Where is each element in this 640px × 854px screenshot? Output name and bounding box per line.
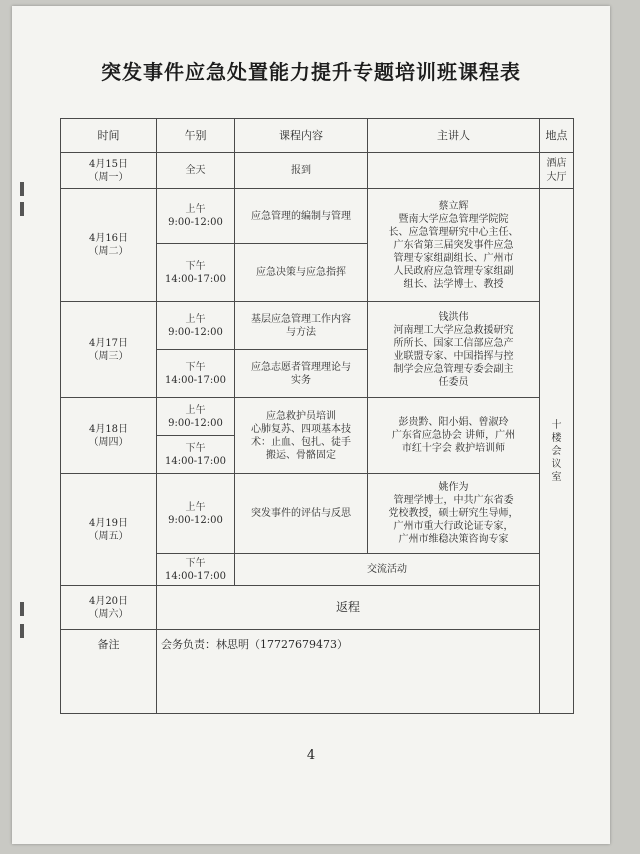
lecturer-cell: 钱洪伟 河南理工大学应急救援研究 所所长、国家工信部应急产 业联盟专家、中国指挥与控 制学会应急管理专委会副主 任委员	[368, 302, 540, 398]
page-title: 突发事件应急处置能力提升专题培训班课程表	[101, 60, 521, 84]
session-cell: 下午 14:00-17:00	[157, 436, 235, 474]
session-cell: 上午 9:00-12:00	[157, 302, 235, 350]
table-header-row	[61, 119, 574, 153]
venue-cell: 酒店 大厅	[540, 153, 574, 189]
header-date: 时间	[61, 119, 157, 153]
date-cell: 4月16日 （周二）	[61, 189, 157, 302]
binder-hole	[20, 182, 24, 196]
binder-hole	[20, 624, 24, 638]
content-cell: 返程	[157, 586, 540, 630]
note-text: 会务负责：林思明（17727679473）	[157, 630, 540, 714]
lecturer-cell: 蔡立辉 暨南大学应急管理学院院 长、应急管理研究中心主任、 广东省第三届突发事件应急 管理专家组副组长、广州市 人民政府应急管理专家组副 组长、法学博士、教授	[368, 189, 540, 302]
content-cell: 突发事件的评估与反思	[235, 474, 368, 554]
note-label: 备注	[61, 630, 157, 714]
session-cell: 下午 14:00-17:00	[157, 244, 235, 302]
venue-cell: 十 楼 会 议 室	[540, 189, 574, 714]
date-cell: 4月19日 （周五）	[61, 474, 157, 586]
date-cell: 4月17日 （周三）	[61, 302, 157, 398]
binder-hole	[20, 602, 24, 616]
content-cell: 交流活动	[235, 554, 540, 586]
date-cell: 4月18日 （周四）	[61, 398, 157, 474]
session-cell: 上午 9:00-12:00	[157, 474, 235, 554]
table-row	[61, 189, 574, 244]
document-page	[12, 6, 610, 844]
note-row	[61, 630, 574, 714]
table-row	[61, 398, 574, 436]
session-cell: 全天	[157, 153, 235, 189]
table-row	[61, 302, 574, 350]
date-cell: 4月15日 （周一）	[61, 153, 157, 189]
content-cell: 基层应急管理工作内容 与方法	[235, 302, 368, 350]
table-row	[61, 474, 574, 554]
content-cell: 应急管理的编制与管理	[235, 189, 368, 244]
binder-hole	[20, 202, 24, 216]
schedule-table	[60, 118, 574, 714]
content-cell: 应急决策与应急指挥	[235, 244, 368, 302]
content-cell: 报到	[235, 153, 368, 189]
table-row	[61, 586, 574, 630]
lecturer-cell: 姚作为 管理学博士，中共广东省委 党校教授，硕士研究生导师， 广州市重大行政论证专家， 广州市维稳决策咨询专家	[368, 474, 540, 554]
header-venue: 地点	[540, 119, 574, 153]
content-cell: 应急救护员培训 心肺复苏、四项基本技 术：止血、包扎、徒手 搬运、骨骼固定	[235, 398, 368, 474]
lecturer-cell: 彭贵黔、阳小娟、曾淑玲 广东省应急协会 讲师，广州 市红十字会 救护培训师	[368, 398, 540, 474]
content-cell: 应急志愿者管理理论与 实务	[235, 350, 368, 398]
lecturer-cell	[368, 153, 540, 189]
table-row	[61, 153, 574, 189]
session-cell: 上午 9:00-12:00	[157, 189, 235, 244]
header-content: 课程内容	[235, 119, 368, 153]
header-lecturer: 主讲人	[368, 119, 540, 153]
header-session: 午别	[157, 119, 235, 153]
session-cell: 下午 14:00-17:00	[157, 350, 235, 398]
session-cell: 下午 14:00-17:00	[157, 554, 235, 586]
date-cell: 4月20日 （周六）	[61, 586, 157, 630]
session-cell: 上午 9:00-12:00	[157, 398, 235, 436]
page-number: 4	[306, 748, 316, 763]
